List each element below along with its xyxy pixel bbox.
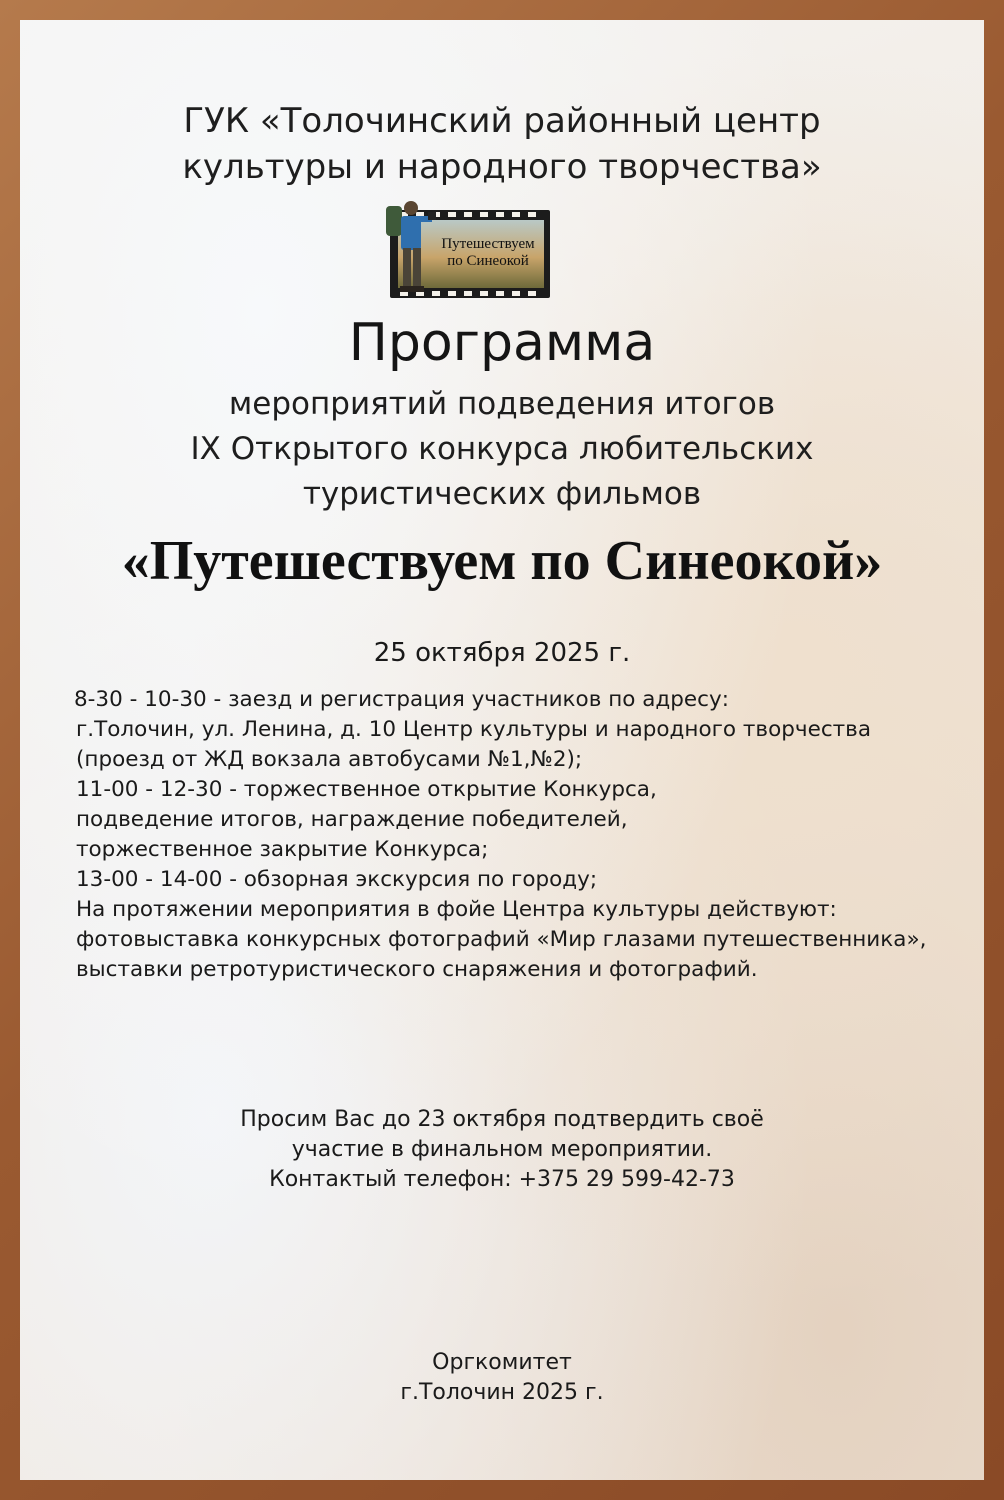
organization-name — [20, 98, 984, 190]
schedule-line: г.Толочин, ул. Ленина, д. 10 Центр культуры и народного творчества — [76, 717, 872, 742]
schedule-line: На протяжении мероприятия в фойе Центра культуры действуют: — [76, 897, 837, 922]
event-date: 25 октября 2025 г. — [373, 638, 631, 668]
schedule-line: фотовыставка конкурсных фотографий «Мир глазами путешественника», — [76, 927, 927, 952]
contact-block — [20, 1105, 984, 1195]
schedule-line: выставки ретротуристического снаряжения и фотографий. — [76, 957, 758, 982]
document-sheet — [20, 20, 984, 1480]
contact-phone: Контактый телефон: +375 29 599-42-73 — [269, 1167, 735, 1192]
subtitle — [20, 382, 984, 517]
footer-committee: Оргкомитет — [432, 1350, 572, 1375]
logo-text-line-2: по Синеокой — [447, 253, 529, 269]
subtitle-line-1: мероприятий подведения итогов — [228, 386, 776, 422]
schedule-line: подведение итогов, награждение победителей, — [76, 807, 628, 832]
schedule-line: 8-30 - 10-30 - заезд и регистрация участников по адресу: — [74, 687, 729, 712]
schedule-line: торжественное закрытие Конкурса; — [76, 837, 489, 862]
contact-line-2: участие в финальном мероприятии. — [291, 1137, 713, 1162]
schedule-line: 11-00 - 12-30 - торжественное открытие Конкурса, — [76, 777, 657, 802]
organization-line-2: культуры и народного творчества» — [182, 147, 822, 187]
schedule-line: 13-00 - 14-00 - обзорная экскурсия по городу; — [76, 867, 598, 892]
schedule — [74, 685, 974, 985]
page-title: Программа — [348, 313, 656, 373]
subtitle-line-2: IX Открытого конкурса любительских — [190, 431, 814, 467]
subtitle-line-3: туристических фильмов — [302, 476, 702, 512]
contest-logo — [384, 198, 554, 302]
footer-place-year: г.Толочин 2025 г. — [400, 1380, 604, 1405]
footer — [20, 1348, 984, 1408]
organization-line-1: ГУК «Толочинский районный центр — [183, 101, 821, 141]
event-name: «Путешествуем по Синеокой» — [121, 530, 883, 592]
logo-text-line-1: Путешествуем — [441, 236, 535, 252]
contact-line-1: Просим Вас до 23 октября подтвердить своё — [240, 1107, 764, 1132]
schedule-line: (проезд от ЖД вокзала автобусами №1,№2); — [76, 747, 583, 772]
